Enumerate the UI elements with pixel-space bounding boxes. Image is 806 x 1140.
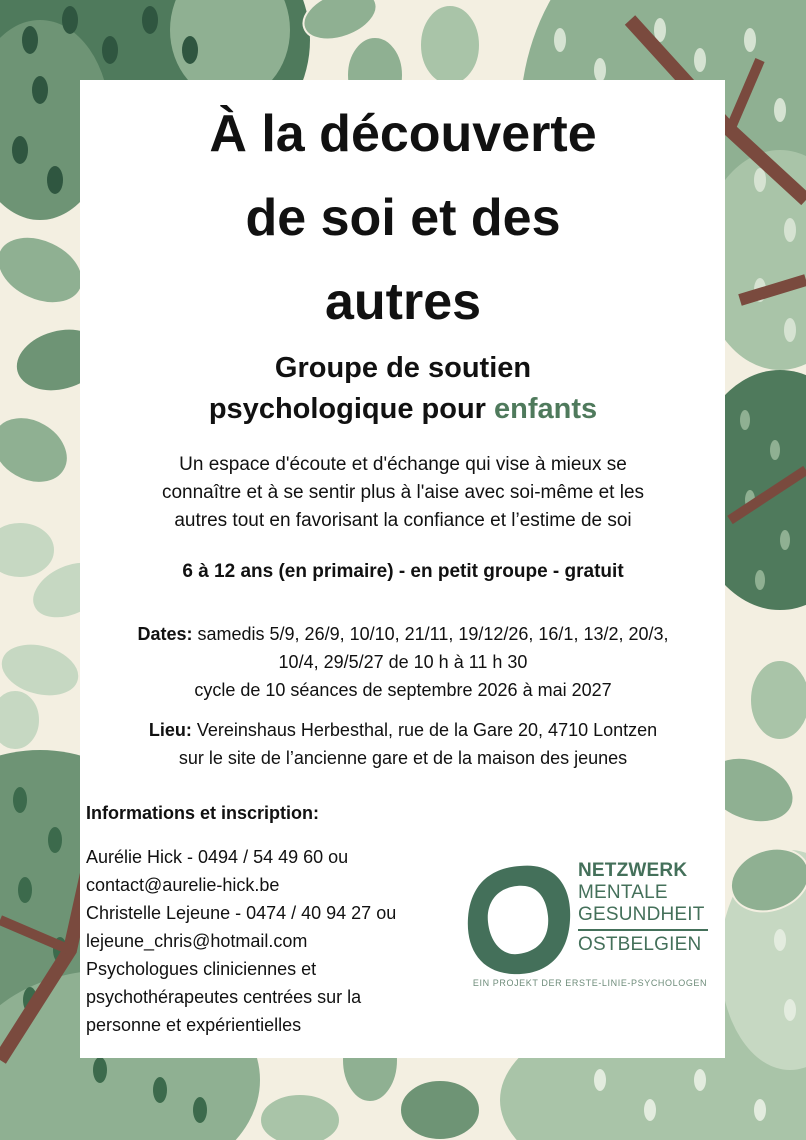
contact-line: psychothérapeutes centrées sur la [86,987,362,1007]
intro-line: autres tout en favorisant la confiance et l’estime de soi [174,510,632,531]
contact-email-link[interactable]: contact@aurelie-hick.be [86,875,280,895]
contact-line: Psychologues cliniciennes et [86,959,317,979]
logo-line: GESUNDHEIT [578,904,705,925]
logo-line: MENTALE [578,882,668,903]
location-line: sur le site de l’ancienne gare et de la maison des jeunes [178,748,628,768]
info-heading: Informations et inscription: [86,803,320,823]
dates-line: cycle de 10 séances de septembre 2026 à mai 2027 [194,680,612,700]
network-logo-text [578,860,718,956]
dates-info [0,620,806,704]
dates-line: 10/4, 29/5/27 de 10 h à 11 h 30 [278,652,528,672]
ring-icon [468,866,570,975]
contact-line: Christelle Lejeune - 0474 / 40 94 27 ou [86,903,397,923]
dates-line [0,620,806,648]
location-line [0,716,806,744]
subtitle-accent: enfants [494,393,598,425]
dates-label: Dates: [137,624,193,644]
logo-divider [578,929,708,931]
contact-list [86,843,466,1039]
contact-line: Aurélie Hick - 0494 / 54 49 60 ou [86,847,349,867]
location-info [0,716,806,772]
contact-email-link[interactable]: lejeune_chris@hotmail.com [86,931,308,951]
title-line: de soi et des [245,189,561,247]
logo-line: OSTBELGIEN [578,934,702,955]
poster-title [0,92,806,344]
title-line: autres [324,273,482,331]
logo-tagline: EIN PROJEKT DER ERSTE-LINIE-PSYCHOLOGEN [472,978,708,988]
title-line: À la découverte [209,105,597,163]
contact-line: personne et expérientielles [86,1015,302,1035]
intro-text [0,451,806,535]
logo-line: NETZWERK [578,860,688,881]
dates-text: samedis 5/9, 26/9, 10/10, 21/11, 19/12/26, 16/1, 13/2, 20/3, [192,624,669,644]
intro-line: Un espace d'écoute et d'échange qui vise à mieux se [179,454,627,475]
subtitle-line: Groupe de soutien [274,352,532,384]
location-label: Lieu: [148,720,192,740]
intro-line: connaître et à se sentir plus à l'aise avec soi-même et les [161,482,645,503]
age-info: 6 à 12 ans (en primaire) - en petit groupe - gratuit [182,561,624,582]
subtitle-prefix: psychologique pour [208,393,495,425]
subtitle-line [0,389,806,430]
location-text: Vereinshaus Herbesthal, rue de la Gare 20, 4710 Lontzen [191,720,658,740]
poster-subtitle [0,348,806,430]
